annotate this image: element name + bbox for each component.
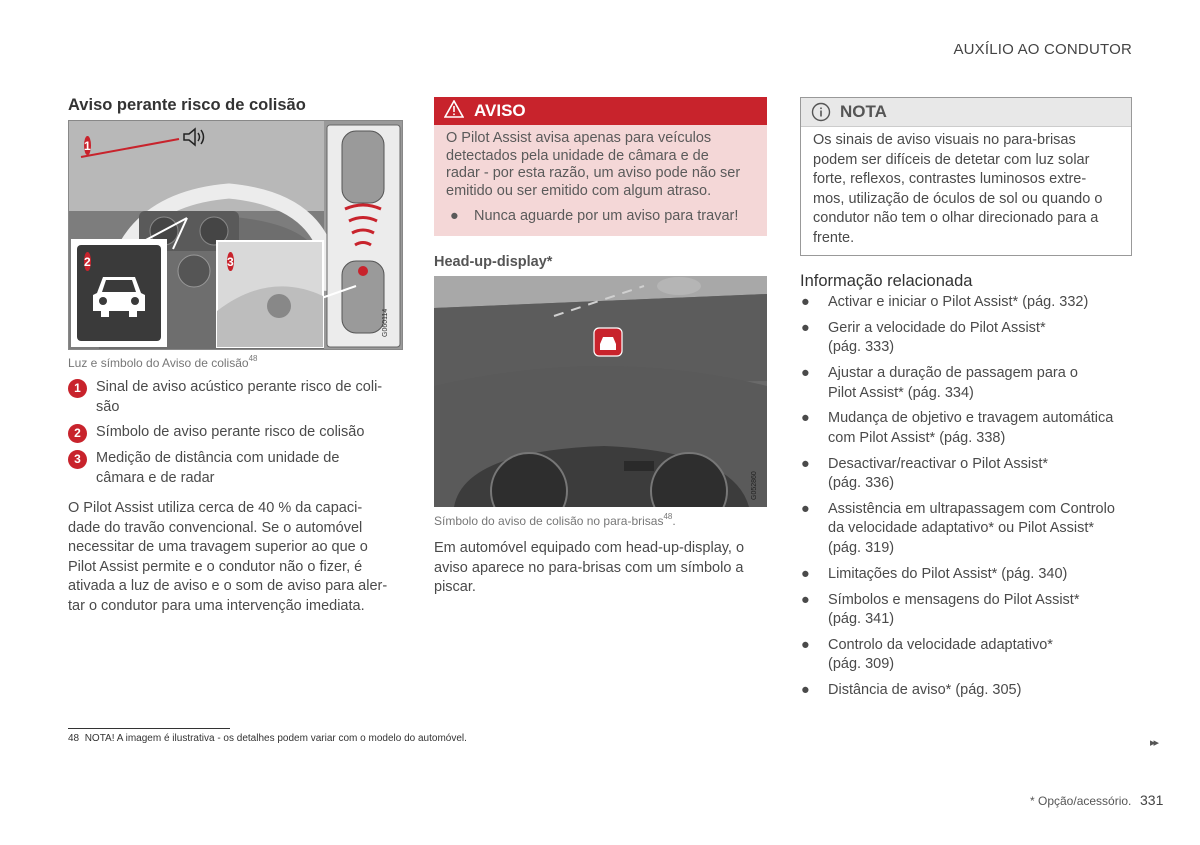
caption-end: . <box>672 514 676 528</box>
figure-callout-2: 2 <box>84 252 91 271</box>
related-item[interactable] <box>800 636 1135 675</box>
footnote-text: NOTA! A imagem é ilustrativa - os detalhes podem variar com o modelo do automóvel. <box>84 733 467 744</box>
related-link[interactable]: Símbolos e mensagens do Pilot Assist* (pág. 341) <box>828 591 1080 628</box>
collision-warning-figure <box>68 120 403 350</box>
next-page-icon[interactable]: ▸▸ <box>1150 737 1158 749</box>
caption-text: Luz e símbolo do Aviso de colisão <box>68 356 249 370</box>
bullet-icon: ● <box>801 682 810 699</box>
pilot-assist-paragraph: O Pilot Assist utiliza cerca de 40 % da capaci- dade do travão convencional. Se o automóvel necessitar de uma travagem superior ao que o Pilot Assist permite e o condutor não o fizer, é ativada a luz de aviso e o som de aviso para aler- tar o condutor para uma intervenção imediata. <box>68 500 388 614</box>
callout-number: 1 <box>68 379 87 398</box>
note-box <box>800 97 1132 256</box>
option-note: * Opção/acessório. <box>1030 794 1132 808</box>
related-item[interactable] <box>800 565 1135 585</box>
bullet-icon: ● <box>450 208 459 224</box>
figure-code: G052860 <box>751 471 758 500</box>
callout-item <box>68 378 398 417</box>
bullet-icon: ● <box>801 410 810 427</box>
hud-figure <box>434 276 767 507</box>
section-title-collision <box>68 96 403 115</box>
related-link[interactable]: Controlo da velocidade adaptativo* (pág. 309) <box>828 636 1053 673</box>
note-title: NOTA <box>840 102 887 121</box>
car-warning-icon <box>87 263 151 328</box>
figure-callout-1: 1 <box>84 136 91 155</box>
callout-number: 3 <box>68 450 87 469</box>
note-header <box>801 98 1131 127</box>
related-link[interactable]: Desactivar/reactivar o Pilot Assist* (pág. 336) <box>828 455 1048 492</box>
warning-body <box>434 125 767 226</box>
callout-text: Símbolo de aviso perante risco de colisão <box>96 424 365 440</box>
related-item[interactable] <box>800 293 1135 313</box>
related-link[interactable]: Mudança de objetivo e travagem automática com Pilot Assist* (pág. 338) <box>828 410 1114 446</box>
warning-triangle-icon <box>444 100 464 123</box>
speaker-icon <box>181 125 209 154</box>
bullet-icon: ● <box>801 591 810 608</box>
hud-paragraph: Em automóvel equipado com head-up-display, o aviso aparece no para-brisas com um símbolo a piscar. <box>434 540 745 595</box>
bullet-icon: ● <box>801 365 810 382</box>
figure-code: G060114 <box>382 308 389 337</box>
related-link[interactable]: Gerir a velocidade do Pilot Assist* (pág. 333) <box>828 319 1046 356</box>
bullet-icon: ● <box>801 294 810 310</box>
related-item[interactable] <box>800 409 1135 448</box>
callout-item <box>68 423 398 443</box>
chapter-header: AUXÍLIO AO CONDUTOR <box>953 41 1132 58</box>
warning-bullet <box>446 208 755 226</box>
figure-callout-3: 3 <box>227 252 234 271</box>
bullet-icon: ● <box>801 455 810 472</box>
callout-legend <box>68 378 398 494</box>
related-item[interactable] <box>800 319 1135 358</box>
warning-text: O Pilot Assist avisa apenas para veículos detectados pela unidade de câmara e de radar - por esta razão, um aviso pode não ser emitido ou ser emitido com algum atraso. <box>446 130 741 199</box>
related-item[interactable] <box>800 591 1135 630</box>
callout-number: 2 <box>68 424 87 443</box>
related-item[interactable] <box>800 364 1135 403</box>
related-title: Informação relacionada <box>800 272 973 290</box>
callout-text: Sinal de aviso acústico perante risco de coli- são <box>96 379 383 415</box>
bullet-icon: ● <box>801 565 810 582</box>
warning-box <box>434 97 767 236</box>
related-link[interactable]: Distância de aviso* (pág. 305) <box>828 682 1022 699</box>
bullet-icon: ● <box>801 500 810 517</box>
footnote-number: 48 <box>68 733 80 744</box>
related-item[interactable] <box>800 681 1135 701</box>
warning-bullet-text: Nunca aguarde por um aviso para travar! <box>474 208 739 224</box>
note-text: Os sinais de aviso visuais no para-brisas podem ser difíceis de detetar com luz solar forte, reflexos, contrastes luminosos extre- mos, utilização de óculos de sol ou quando o condutor não tem o olhar direcionado para a frente. <box>813 132 1103 246</box>
info-icon <box>811 102 831 122</box>
related-item[interactable] <box>800 500 1135 559</box>
hud-title: Head-up-display* <box>434 254 553 270</box>
footnote-divider <box>68 728 230 729</box>
related-link[interactable]: Ajustar a duração de passagem para o Pilot Assist* (pág. 334) <box>828 365 1078 401</box>
hud-illustration <box>434 276 767 507</box>
figure-caption-2 <box>434 514 676 528</box>
figure-caption-1 <box>68 356 257 370</box>
footnote-ref: 48 <box>663 512 673 521</box>
page-number: 331 <box>1140 792 1164 808</box>
bullet-icon: ● <box>801 319 810 336</box>
related-link[interactable]: Assistência em ultrapassagem com Controlo da velocidade adaptativo* ou Pilot Assist* (pág. 319) <box>828 500 1115 556</box>
section-title: Aviso perante risco de colisão <box>68 96 306 114</box>
caption-text: Símbolo do aviso de colisão no para-brisas <box>434 514 664 528</box>
related-link[interactable]: Activar e iniciar o Pilot Assist* (pág. 332) <box>828 294 1089 310</box>
related-item[interactable] <box>800 455 1135 494</box>
related-list <box>800 293 1135 707</box>
related-link[interactable]: Limitações do Pilot Assist* (pág. 340) <box>828 565 1068 582</box>
warning-header <box>434 97 767 125</box>
bullet-icon: ● <box>801 636 810 653</box>
footnote <box>68 733 467 744</box>
footnote-ref: 48 <box>248 354 258 363</box>
warning-title: AVISO <box>474 101 526 120</box>
callout-item <box>68 449 398 488</box>
callout-text: Medição de distância com unidade de câmara e de radar <box>96 450 340 486</box>
